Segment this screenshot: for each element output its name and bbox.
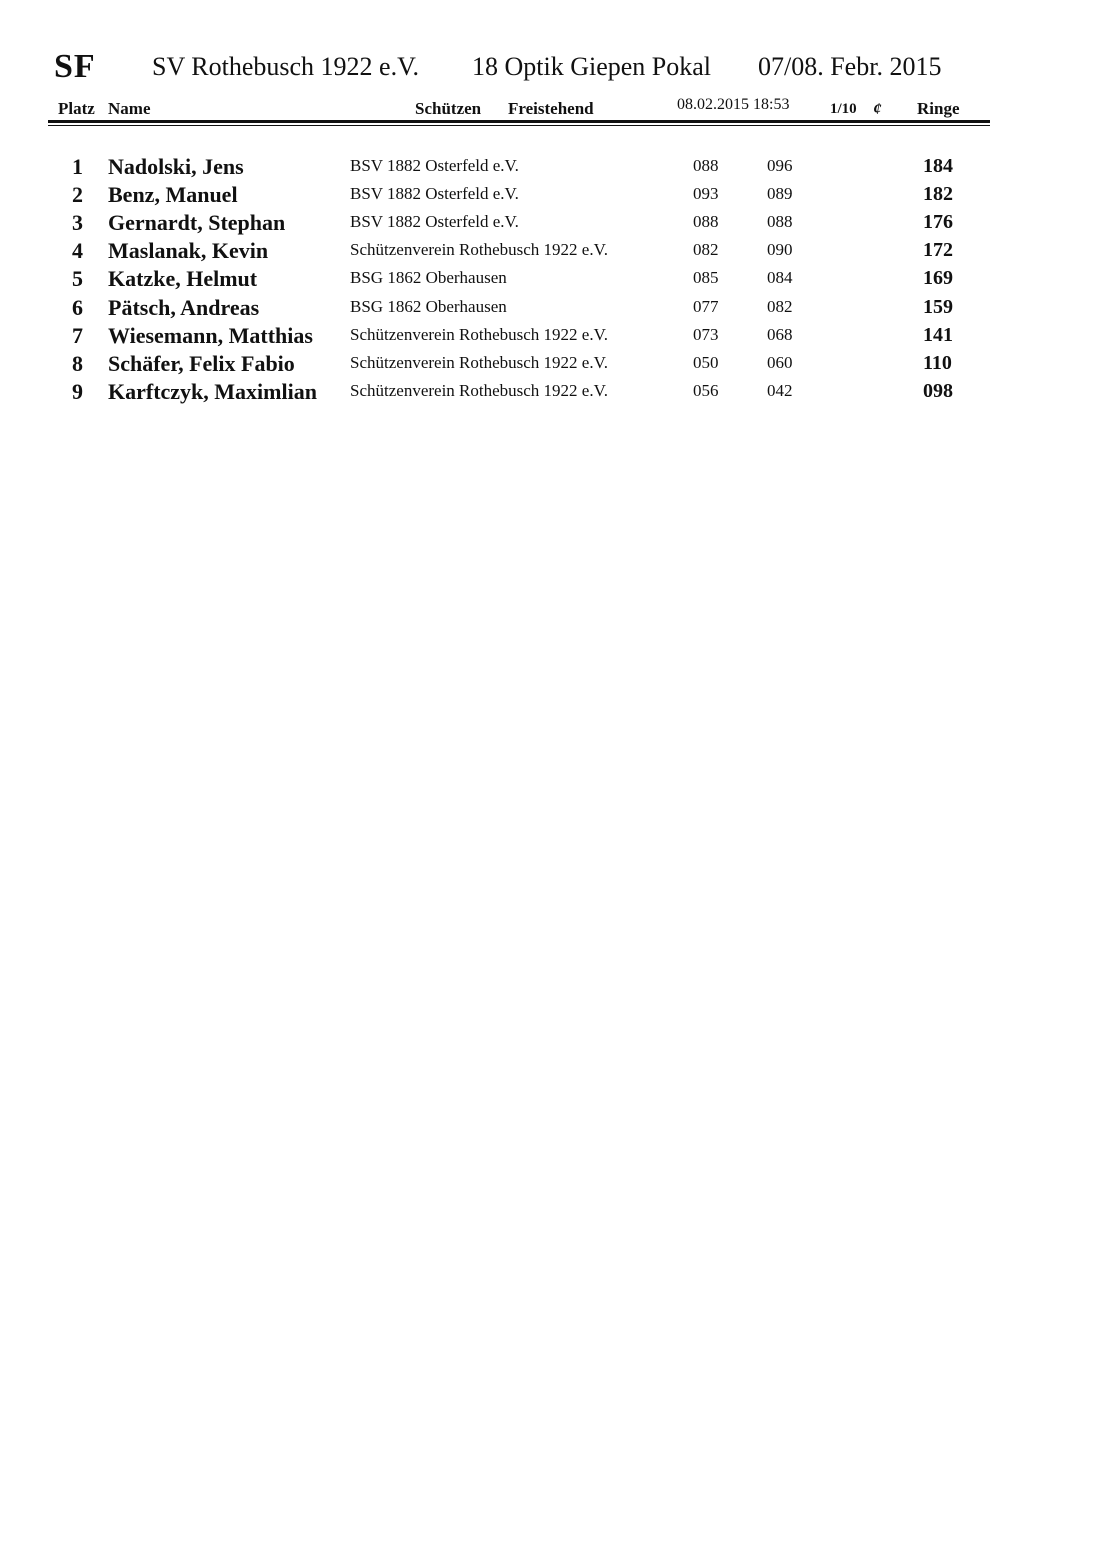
series-1-cell: 073 [693,324,719,344]
total-cell: 110 [923,351,952,374]
name-cell: Schäfer, Felix Fabio [108,350,295,376]
table-row [0,154,1116,182]
series-1-cell: 082 [693,240,719,260]
club-cell: BSV 1882 Osterfeld e.V. [350,212,519,232]
header-rule-thin [48,125,990,126]
series-2-cell: 096 [767,156,793,175]
column-header-freistehend: Freistehend [508,99,594,118]
column-header-schuetzen: Schützen [415,99,482,118]
column-header-count: 1/10 [830,101,857,117]
table-row [0,323,1116,351]
total-cell: 176 [923,211,953,234]
print-timestamp: 08.02.2015 18:53 [677,96,790,113]
total-cell: 159 [923,295,953,318]
series-2-cell: 042 [767,380,793,400]
club-cell: BSG 1862 Oberhausen [350,296,507,316]
column-header-platz: Platz [58,99,95,118]
name-cell: Benz, Manuel [108,182,238,208]
series-1-cell: 085 [693,268,719,288]
table-row [0,182,1116,210]
name-cell: Nadolski, Jens [108,154,244,179]
total-cell: 182 [923,183,953,206]
table-row [0,351,1116,379]
host-club: SV Rothebusch 1922 e.V. [152,52,419,81]
club-cell: BSV 1882 Osterfeld e.V. [350,184,519,204]
series-2-cell: 084 [767,268,793,288]
event-title: 18 Optik Giepen Pokal [472,52,712,81]
event-dates: 07/08. Febr. 2015 [758,52,942,81]
total-cell: 169 [923,267,953,290]
name-cell: Pätsch, Andreas [108,294,260,320]
series-1-cell: 050 [693,352,719,372]
total-cell: 141 [923,323,953,346]
series-2-cell: 088 [767,212,793,232]
name-cell: Gernardt, Stephan [108,210,286,236]
series-2-cell: 082 [767,296,793,316]
series-2-cell: 090 [767,240,793,260]
total-cell: 184 [923,155,953,177]
rank-cell: 6 [72,294,83,320]
series-1-cell: 088 [693,212,719,232]
series-2-cell: 089 [767,184,793,204]
series-2-cell: 068 [767,324,793,344]
rank-cell: 7 [72,322,83,348]
club-cell: Schützenverein Rothebusch 1922 e.V. [350,324,608,344]
series-1-cell: 093 [693,184,719,204]
series-1-cell: 077 [693,296,719,316]
rank-cell: 8 [72,350,83,376]
total-cell: 098 [923,379,953,402]
club-cell: BSG 1862 Oberhausen [350,268,507,288]
club-cell: BSV 1882 Osterfeld e.V. [350,156,519,175]
rank-cell: 1 [72,154,83,179]
discipline-code: SF [54,48,96,85]
rank-cell: 5 [72,266,83,292]
name-cell: Katzke, Helmut [108,266,258,292]
rank-cell: 2 [72,182,83,208]
column-header-cent: ¢ [873,99,882,118]
column-header-ringe: Ringe [917,99,960,118]
rank-cell: 4 [72,238,83,264]
series-1-cell: 056 [693,380,719,400]
header-rule [48,120,990,123]
club-cell: Schützenverein Rothebusch 1922 e.V. [350,240,608,260]
series-1-cell: 088 [693,156,719,175]
table-row [0,266,1116,294]
column-header-name: Name [108,99,151,118]
name-cell: Wiesemann, Matthias [108,322,313,348]
table-row [0,238,1116,266]
club-cell: Schützenverein Rothebusch 1922 e.V. [350,352,608,372]
table-row [0,295,1116,323]
table-row [0,210,1116,238]
total-cell: 172 [923,239,953,262]
rank-cell: 9 [72,378,83,404]
table-row [0,379,1116,407]
name-cell: Karftczyk, Maximlian [108,378,317,404]
series-2-cell: 060 [767,352,793,372]
rank-cell: 3 [72,210,83,236]
club-cell: Schützenverein Rothebusch 1922 e.V. [350,380,608,400]
name-cell: Maslanak, Kevin [108,238,269,264]
